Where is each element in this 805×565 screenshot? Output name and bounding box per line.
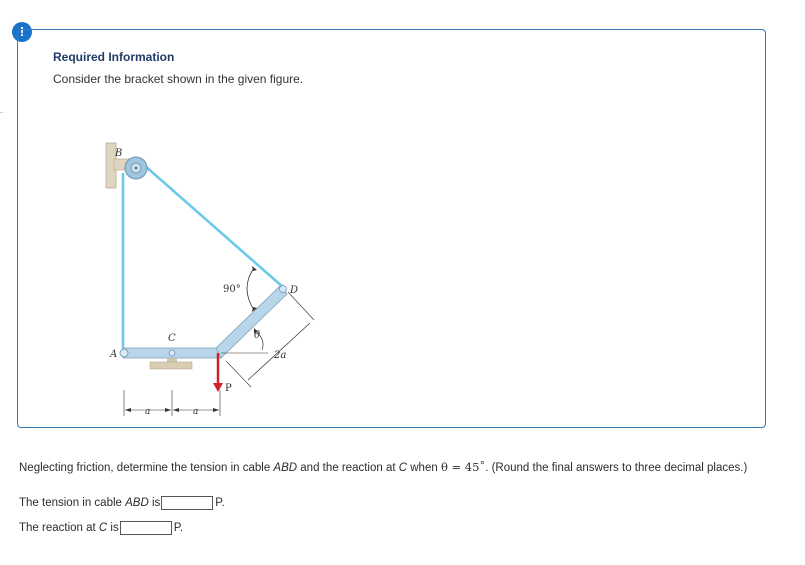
tension-unit: P.: [215, 497, 225, 509]
tension-answer-row: [19, 496, 225, 510]
required-information-panel: [17, 29, 766, 428]
bracket-figure: [88, 110, 328, 420]
tension-label: The tension in cable ABD is: [19, 497, 161, 509]
label-b: B: [115, 148, 123, 159]
reaction-unit: P.: [173, 522, 184, 534]
pin-d: [280, 286, 287, 293]
pin-a: [120, 349, 128, 357]
panel-title: Required Information: [53, 50, 175, 64]
label-a-1: a: [145, 407, 151, 417]
bracket-arm-inclined: [216, 286, 287, 358]
theta-value: θ = 45˚: [440, 460, 486, 474]
reaction-label: The reaction at C is: [19, 522, 119, 534]
right-angle-arc: [247, 268, 254, 310]
tension-input[interactable]: [161, 496, 213, 510]
alert-icon: !: [12, 22, 32, 42]
roller-c: [169, 350, 175, 356]
reaction-input[interactable]: [120, 521, 172, 535]
question-text: Neglecting friction, determine the tension in cable ABD and the reaction at C when θ = 45˚. (Round the final answers to three decimal places.): [19, 460, 748, 474]
label-theta: θ: [254, 330, 261, 341]
cable-bd: [136, 158, 284, 288]
label-d: D: [290, 285, 299, 296]
label-2a: 2a: [274, 350, 287, 361]
label-c: C: [168, 333, 176, 344]
reaction-answer-row: [19, 521, 183, 535]
support-c: [150, 362, 192, 369]
label-a: A: [110, 349, 118, 360]
label-90: 90°: [223, 284, 241, 295]
label-p: P: [225, 383, 232, 394]
divider: [0, 112, 3, 113]
label-a-2: a: [193, 407, 199, 417]
force-p-arrow: [213, 383, 223, 392]
panel-description: Consider the bracket shown in the given figure.: [53, 72, 304, 86]
